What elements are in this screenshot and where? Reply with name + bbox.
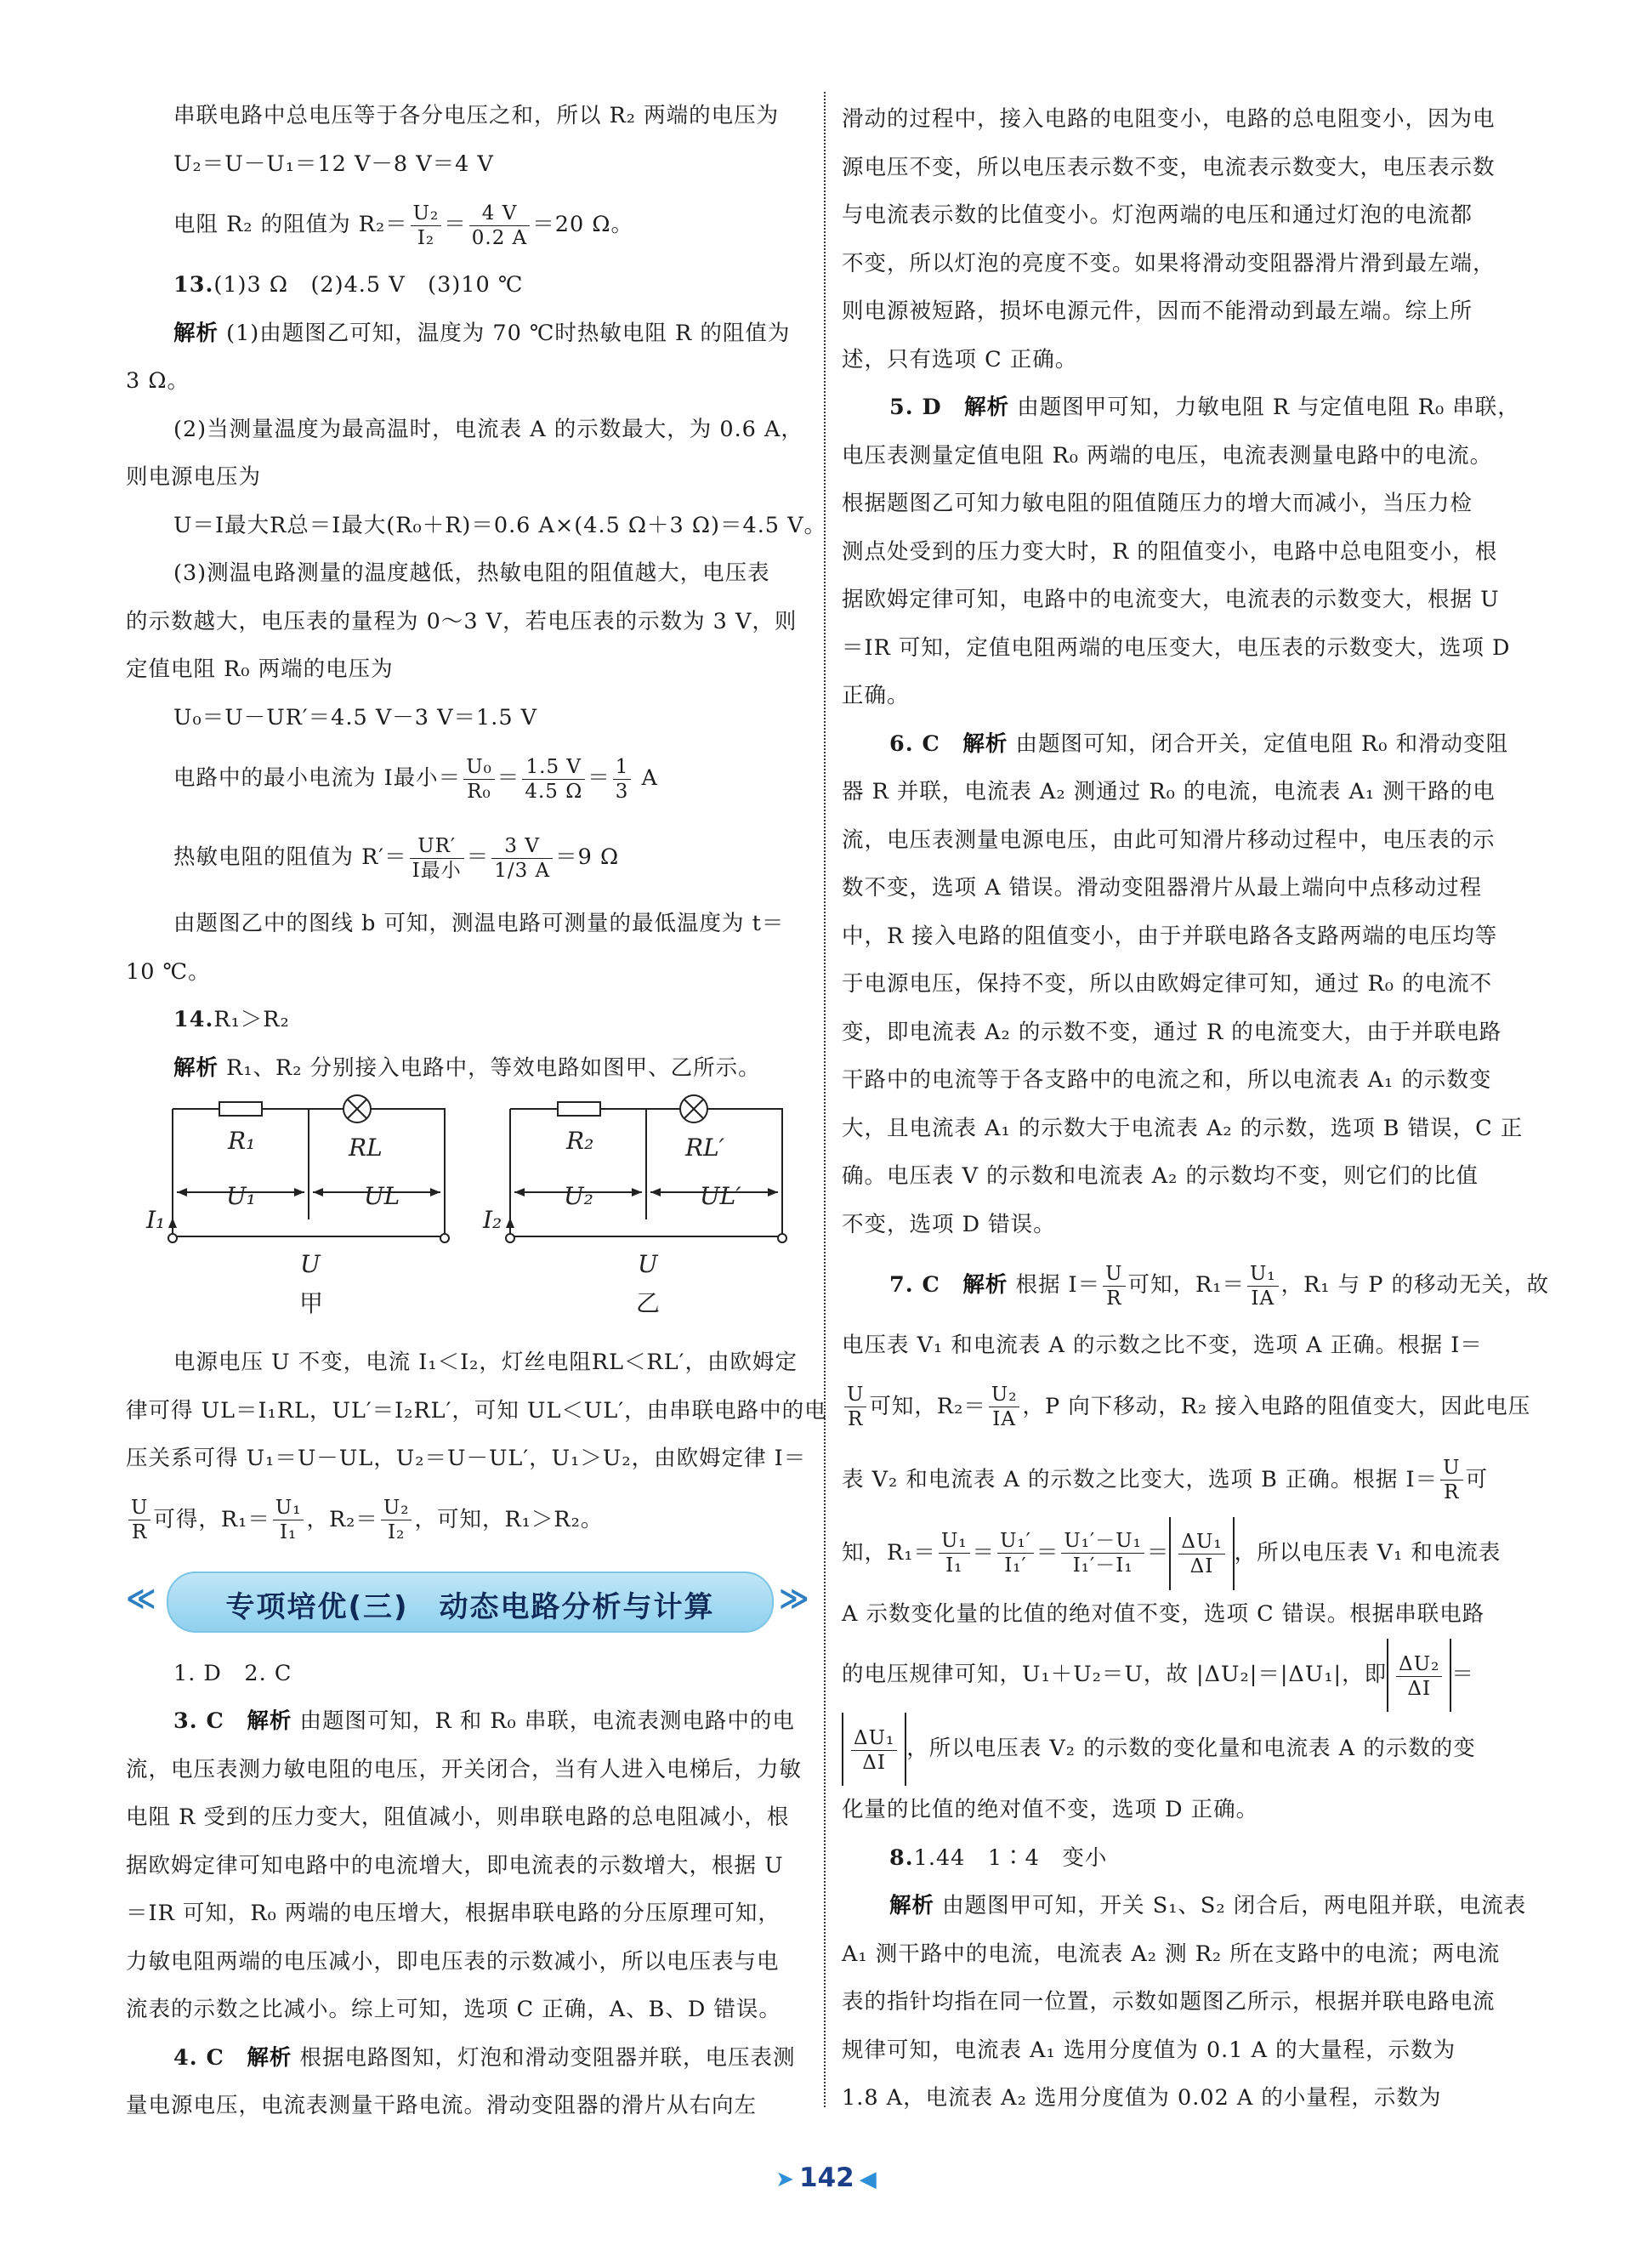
- text-line: 化量的比值的绝对值不变，选项 D 正确。: [842, 1797, 1259, 1822]
- formula-line: U＝I最大R总＝I最大(R₀＋R)＝0.6 A×(4.5 Ω＋3 Ω)＝4.5 V。: [173, 512, 827, 538]
- formula-line: 7. C 解析 根据 I＝ $\frac{U}{R}$ 可知，R₁＝ $\frac{\text{U₁}}{IA}$ ，R₁ 与 P 的移动无关，故: [889, 1262, 1549, 1310]
- text-line: 定值电阻 R₀ 两端的电压为: [126, 656, 394, 682]
- text-line: 电源电压 U 不变，电流 I₁＜I₂，灯丝电阻RL＜RL′，由欧姆定: [173, 1350, 798, 1375]
- resistor-r2: [558, 1102, 600, 1116]
- label-ul2: UL′: [700, 1182, 741, 1210]
- text-line: 则电源被短路，损坏电源元件，因而不能滑动到最左端。综上所: [842, 298, 1473, 324]
- label-u-b: U: [638, 1250, 658, 1278]
- resistor-r1: [219, 1102, 262, 1116]
- answer-line: 13.(1)3 Ω (2)4.5 V (3)10 ℃: [173, 272, 524, 298]
- formula-line: U₀＝U－UR′＝4.5 V－3 V＝1.5 V: [173, 704, 538, 730]
- text-line: 流表的示数之比减小。综上可知，选项 C 正确，A、B、D 错误。: [126, 1997, 781, 2022]
- text-line: 流，电压表测力敏电阻的电压，开关闭合，当有人进入电梯后，力敏: [126, 1756, 803, 1782]
- text-line: 10 ℃。: [126, 958, 211, 985]
- label-jia: 甲: [299, 1289, 324, 1317]
- banner-pill: [167, 1571, 774, 1633]
- formula-line: $\frac{U}{R}$ 可得，R₁＝ $\frac{\text{U₁}}{\text{I₁}}$ ，R₂＝ $\frac{\text{U₂}}{\text{I₂}}$ ，可知，R₁＞R₂。: [126, 1483, 806, 1556]
- text-line: A 示数变化量的比值的绝对值不变，选项 C 错误。根据串联电路: [842, 1600, 1485, 1627]
- text-line: 确。电压表 V 的示数和电流表 A₂ 的示数均不变，则它们的比值: [842, 1163, 1479, 1189]
- text-line: 据欧姆定律可知电路中的电流增大，即电流表的示数增大，根据 U: [126, 1852, 784, 1878]
- text-line: 5. D 解析 由题图甲可知，力敏电阻 R 与定值电阻 R₀ 串联，: [889, 395, 1520, 420]
- circuit-yi: [510, 1095, 782, 1236]
- text-line: (3)测温电路测量的温度越低，热敏电阻的阻值越大，电压表: [173, 560, 770, 586]
- text-line: 3 Ω。: [126, 368, 190, 394]
- text-line: 4. C 解析 根据电路图知，灯泡和滑动变阻器并联，电压表测: [173, 2044, 796, 2071]
- text-line: 大，且电流表 A₁ 的示数大于电流表 A₂ 的示数，选项 B 错误，C 正: [842, 1115, 1524, 1141]
- text-line: 电压表 V₁ 和电流表 A 的示数之比不变，选项 A 正确。根据 I＝: [842, 1333, 1483, 1358]
- text-line: 中，R 接入电路的阻值变小，由于并联电路各支路两端的电压均等: [842, 923, 1498, 949]
- text-line: 3. C 解析 由题图可知，R 和 R₀ 串联，电流表测电路中的电: [173, 1708, 795, 1734]
- text-line: 解析 R₁、R₂ 分别接入电路中，等效电路如图甲、乙所示。: [173, 1054, 761, 1081]
- label-i1: I₁: [146, 1206, 166, 1234]
- right-column: [842, 95, 1547, 2123]
- formula-line: 热敏电阻的阻值为 R′＝ $\frac{UR'}{\text{I最小}}$ ＝ $\frac{3 V}{1/3 A}$ ＝9 Ω: [173, 834, 620, 882]
- banner-title: 专项培优(三) 动态电路分析与计算: [225, 1589, 715, 1624]
- text-line: A₁ 测干路中的电流，电流表 A₂ 测 R₂ 所在支路中的电流；两电流: [842, 1941, 1501, 1967]
- column-divider: [824, 92, 826, 2107]
- text-line: 干路中的电流等于各支路中的电流之和，所以电流表 A₁ 的示数变: [842, 1067, 1492, 1093]
- label-i2: I₂: [483, 1206, 502, 1234]
- text-line: 的示数越大，电压表的量程为 0～3 V，若电压表的示数为 3 V，则: [126, 608, 798, 634]
- text-line: 测点处受到的压力变大时，R 的阻值变小，电路中总电阻变小，根: [842, 538, 1498, 565]
- text-line: ＝IR 可知，定值电阻两端的电压变大，电压表的示数变大，选项 D: [842, 634, 1511, 661]
- text-line: 滑动的过程中，接入电路的电阻变小，电路的总电阻变小，因为电: [842, 106, 1496, 132]
- text-line: 与电流表示数的比值变小。灯泡两端的电压和通过灯泡的电流都: [842, 202, 1473, 228]
- text-line: 据欧姆定律可知，电路中的电流变大，电流表的示数变大，根据 U: [842, 587, 1500, 612]
- arrow-right-icon: ➤: [775, 2167, 795, 2192]
- text-line: 1.8 A，电流表 A₂ 选用分度值为 0.02 A 的小量程，示数为: [842, 2085, 1442, 2111]
- text-line: 器 R 并联，电流表 A₂ 测通过 R₀ 的电流，电流表 A₁ 测干路的电: [842, 779, 1496, 804]
- text-line: 电阻 R 受到的压力变大，阻值减小，则串联电路的总电阻减小，根: [126, 1804, 790, 1830]
- formula-line: 表 V₂ 和电流表 A 的示数之比变大，选项 B 正确。根据 I＝ $\frac{U}{R}$ 可: [842, 1457, 1489, 1503]
- label-yi: 乙: [636, 1289, 661, 1317]
- label-u: U: [300, 1250, 321, 1278]
- text-line: 由题图乙中的图线 b 可知，测温电路可测量的最低温度为 t＝: [173, 911, 785, 936]
- label-u2: U₂: [564, 1182, 593, 1210]
- answer-line: 14.R₁＞R₂: [173, 1007, 290, 1032]
- text-line: 于电源电压，保持不变，所以由欧姆定律可知，通过 R₀ 的电流不: [842, 971, 1493, 997]
- formula-line: 知，R₁＝ $\frac{\text{U₁}}{\text{I₁}}$ ＝ $\frac{\text{U₁′}}{\text{I₁′}}$ ＝ $\frac{\text{U₁′－U₁}}{\text{I₁′－I₁}}$ ＝ $\frac{\text{ΔU₁}}{\Delta I}$ ，所以电压表 V₁ 和电流表: [842, 1516, 1547, 1590]
- answer-line: 8.1.44 1∶4 变小: [889, 1844, 1108, 1871]
- label-r2: R₂: [566, 1127, 594, 1155]
- answer-line: 1. D 2. C: [173, 1660, 292, 1686]
- left-column: [126, 92, 827, 2130]
- circuit-diagrams: [126, 1092, 806, 1338]
- text-line: 电压表测量定值电阻 R₀ 两端的电压，电流表测量电路中的电流。: [842, 442, 1493, 469]
- text-line: 量电源电压，电流表测量干路电流。滑动变阻器的滑片从右向左: [126, 2093, 758, 2118]
- text-line: 6. C 解析 由题图可知，闭合开关，定值电阻 R₀ 和滑动变阻: [889, 730, 1509, 757]
- label-rl2: RL′: [685, 1134, 725, 1162]
- formula-line: U₂＝U－U₁＝12 V－8 V＝4 V: [173, 151, 494, 177]
- formula-line: 电阻 R₂ 的阻值为 R₂＝ $\frac{\text{U₂}}{\text{I₂}}$ ＝ $\frac{4 V}{0.2 A}$ ＝20 Ω。: [173, 202, 633, 249]
- text-line: 规律可知，电流表 A₁ 选用分度值为 0.1 A 的大量程，示数为: [842, 2037, 1456, 2063]
- text-line: 变，即电流表 A₂ 的示数不变，通过 R 的电流变大，由于并联电路: [842, 1019, 1502, 1045]
- page-number: ➤ 142 ◀: [775, 2163, 877, 2193]
- text-line: 根据题图乙可知力敏电阻的阻值随压力的增大而减小，当压力检: [842, 491, 1473, 516]
- text-line: 解析 由题图甲可知，开关 S₁、S₂ 闭合后，两电阻并联，电流表: [889, 1893, 1527, 1918]
- text-line: 流，电压表测量电源电压，由此可知滑片移动过程中，电压表的示: [842, 827, 1496, 853]
- label-r1: R₁: [228, 1127, 256, 1155]
- text-line: 源电压不变，所以电压表示数不变，电流表示数变大，电压表示数: [842, 154, 1496, 180]
- text-line: 串联电路中总电压等于各分电压之和，所以 R₂ 两端的电压为: [173, 103, 780, 128]
- text-line: 力敏电阻两端的电压减小，即电压表的示数减小，所以电压表与电: [126, 1948, 780, 1975]
- section-banner: [126, 1556, 809, 1650]
- label-rl: RL: [349, 1134, 383, 1162]
- arrow-left-icon: ◀: [859, 2167, 877, 2192]
- text-line: 则电源电压为: [126, 464, 262, 490]
- label-u1: U₁: [226, 1182, 256, 1210]
- text-line: 解析 (1)由题图乙可知，温度为 70 ℃时热敏电阻 R 的阻值为: [173, 320, 791, 346]
- text-line: 正确。: [842, 683, 910, 708]
- formula-line: $\frac{U}{R}$ 可知，R₂＝ $\frac{\text{U₂}}{IA}$ ，P 向下移动，R₂ 接入电路的阻值变大，因此电压: [842, 1370, 1547, 1443]
- text-line: 数不变，选项 A 错误。滑动变阻器滑片从最上端向中点移动过程: [842, 875, 1483, 901]
- text-line: (2)当测量温度为最高温时，电流表 A 的示数最大，为 0.6 A，: [173, 416, 803, 442]
- circuit-jia: [173, 1095, 445, 1236]
- formula-line: 电路中的最小电流为 I最小＝ $\frac{\text{U₀}}{\text{R₀}}$ ＝ $\frac{1.5 V}{4.5 \Omega}$ ＝ $\frac{1}{3}$ A: [173, 755, 658, 803]
- circuit-svg: [126, 1092, 806, 1338]
- formula-line: 的电压规律可知，U₁＋U₂＝U，故 |ΔU₂|＝|ΔU₁|，即 $\frac{\text{ΔU₂}}{\Delta I}$ ＝: [842, 1638, 1547, 1712]
- text-line: 表的指针均指在同一位置，示数如题图乙所示，根据并联电路电流: [842, 1989, 1496, 2015]
- chevron-right-icon: ≫: [779, 1581, 809, 1616]
- text-line: 律可得 UL＝I₁RL，UL′＝I₂RL′，可知 UL＜UL′，由串联电路中的电: [126, 1397, 827, 1424]
- text-line: 压关系可得 U₁＝U－UL，U₂＝U－UL′，U₁＞U₂，由欧姆定律 I＝: [126, 1446, 807, 1471]
- chevron-left-icon: ≪: [126, 1581, 156, 1616]
- text-line: 不变，所以灯泡的亮度不变。如果将滑动变阻器滑片滑到最左端，: [842, 250, 1496, 276]
- formula-line: $\frac{\text{ΔU₁}}{\Delta I}$ ，所以电压表 V₂ 的示数的变化量和电流表 A 的示数的变: [842, 1712, 1547, 1786]
- text-line: 不变，选项 D 错误。: [842, 1211, 1056, 1237]
- text-line: ＝IR 可知，R₀ 两端的电压增大，根据串联电路的分压原理可知，: [126, 1901, 781, 1926]
- text-line: 述，只有选项 C 正确。: [842, 346, 1078, 372]
- label-ul: UL: [364, 1182, 400, 1210]
